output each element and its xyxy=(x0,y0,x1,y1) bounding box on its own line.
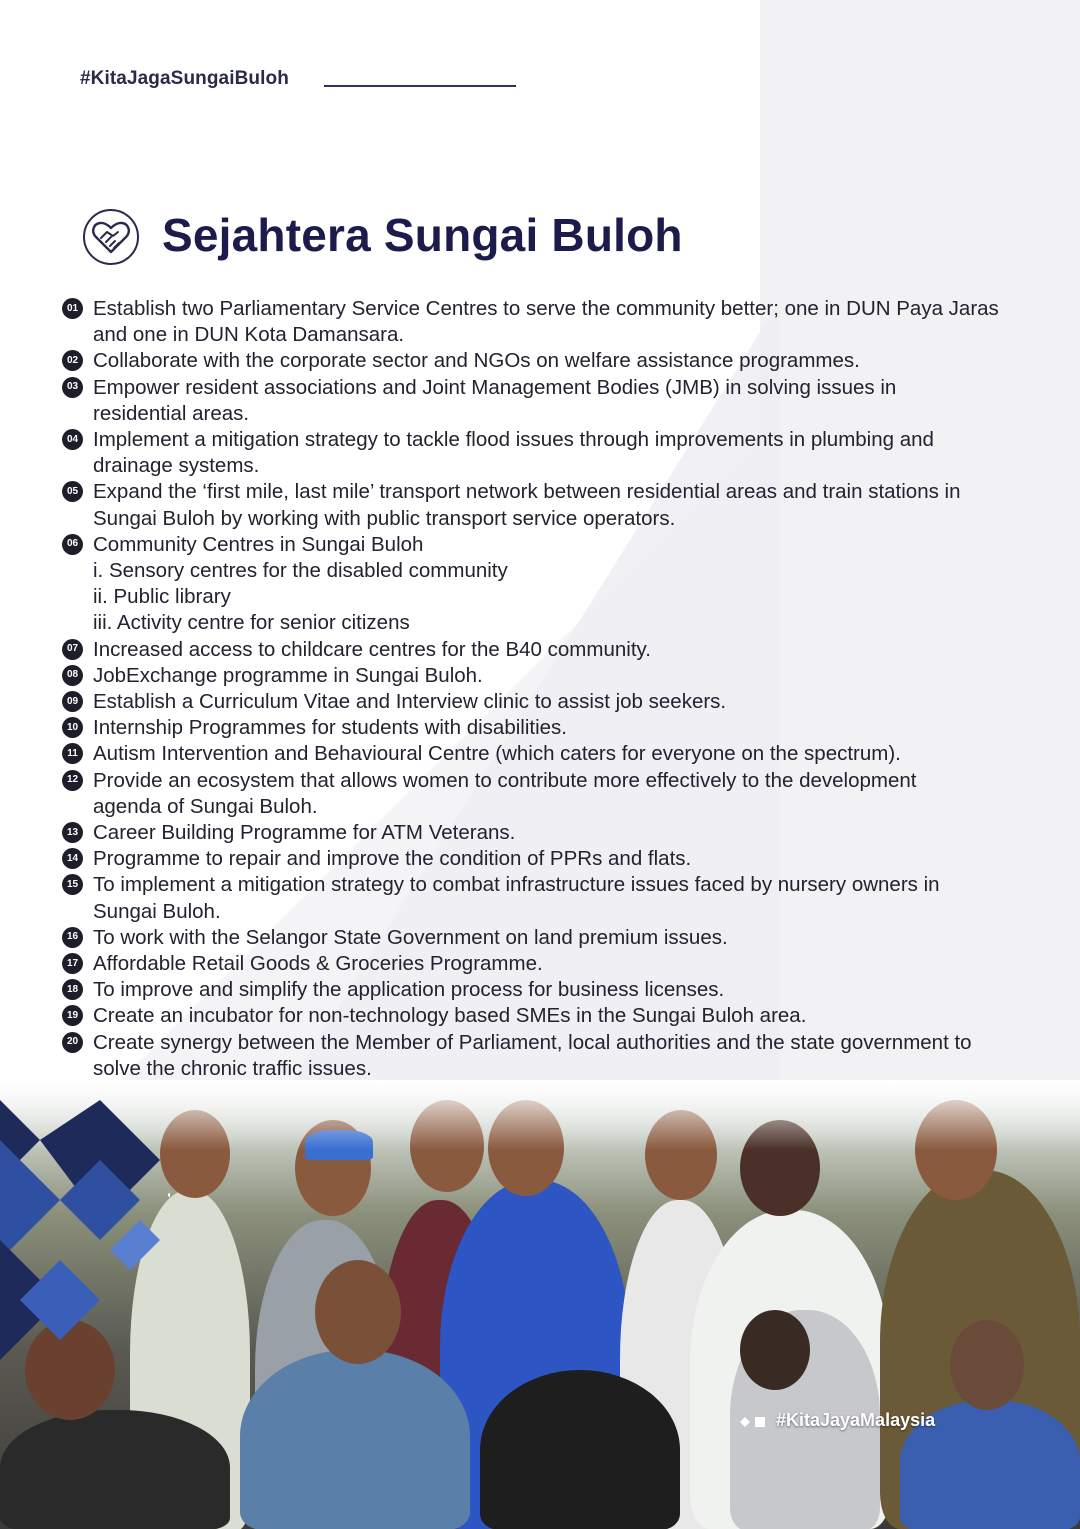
list-item xyxy=(62,479,1042,531)
item-text-line: Collaborate with the corporate sector and NGOs on welfare assistance programmes. xyxy=(93,349,860,373)
item-number-badge: 06 xyxy=(62,534,83,555)
list-item xyxy=(62,637,1042,663)
item-number-badge: 07 xyxy=(62,639,83,660)
item-number-badge: 11 xyxy=(62,743,83,764)
person-seated xyxy=(240,1350,470,1529)
item-number-badge: 18 xyxy=(62,979,83,1000)
item-text-line: Create synergy between the Member of Parliament, local authorities and the state government to xyxy=(93,1030,972,1054)
person-back xyxy=(480,1370,680,1529)
list-item xyxy=(62,296,1042,348)
item-number-badge: 05 xyxy=(62,481,83,502)
item-text-line: Sungai Buloh. xyxy=(93,899,221,923)
item-number-badge: 12 xyxy=(62,770,83,791)
item-text-line: Sungai Buloh by working with public transport service operators. xyxy=(93,506,676,530)
item-text-line: iii. Activity centre for senior citizens xyxy=(93,611,410,635)
item-text-line: Internship Programmes for students with disabilities. xyxy=(93,716,567,740)
item-text-line: i. Sensory centres for the disabled community xyxy=(93,559,508,583)
person-head xyxy=(950,1320,1024,1410)
item-number-badge: 09 xyxy=(62,691,83,712)
item-number-badge: 03 xyxy=(62,377,83,398)
item-text-line: To work with the Selangor State Government on land premium issues. xyxy=(93,925,728,949)
item-text-line: To implement a mitigation strategy to combat infrastructure issues faced by nursery owners in xyxy=(93,873,940,897)
item-text-line: ii. Public library xyxy=(93,585,231,609)
list-item xyxy=(62,689,1042,715)
item-text-line: Create an incubator for non-technology based SMEs in the Sungai Buloh area. xyxy=(93,1004,807,1028)
item-number-badge: 01 xyxy=(62,298,83,319)
list-item xyxy=(62,820,1042,846)
item-text-line: drainage systems. xyxy=(93,454,260,478)
item-text-line: solve the chronic traffic issues. xyxy=(93,1056,372,1080)
item-text-line: Autism Intervention and Behavioural Centre (which caters for everyone on the spectrum). xyxy=(93,742,901,766)
list-item xyxy=(62,951,1042,977)
list-item xyxy=(62,1003,1042,1029)
person-seated xyxy=(0,1410,230,1529)
list-item xyxy=(62,1030,1042,1082)
item-text-line: JobExchange programme in Sungai Buloh. xyxy=(93,663,483,687)
item-text-line: To improve and simplify the application process for business licenses. xyxy=(93,978,725,1002)
footer-hashtag: #KitaJayaMalaysia xyxy=(776,1410,936,1430)
item-text-line: Affordable Retail Goods & Groceries Programme. xyxy=(93,952,543,976)
person-head xyxy=(315,1260,401,1364)
list-item xyxy=(62,977,1042,1003)
list-item xyxy=(62,925,1042,951)
item-number-badge: 08 xyxy=(62,665,83,686)
list-item xyxy=(62,846,1042,872)
item-text-line: Establish two Parliamentary Service Centres to serve the community better; one in DUN Paya Jaras xyxy=(93,297,999,320)
item-number-badge: 19 xyxy=(62,1005,83,1026)
item-number-badge: 17 xyxy=(62,953,83,974)
item-number-badge: 15 xyxy=(62,874,83,895)
item-number-badge: 20 xyxy=(62,1032,83,1053)
item-text-line: Establish a Curriculum Vitae and Interview clinic to assist job seekers. xyxy=(93,690,727,714)
header-rule xyxy=(324,85,516,87)
item-number-badge: 14 xyxy=(62,848,83,869)
item-text-line: Career Building Programme for ATM Veterans. xyxy=(93,821,516,845)
item-number-badge: 13 xyxy=(62,822,83,843)
list-item xyxy=(62,715,1042,741)
header-hashtag: #KitaJagaSungaiBuloh xyxy=(80,68,289,89)
item-text-line: Provide an ecosystem that allows women to contribute more effectively to the development xyxy=(93,768,917,792)
section-title: Sejahtera Sungai Buloh xyxy=(162,209,683,261)
list-item xyxy=(62,741,1042,767)
initiatives-list xyxy=(62,296,1042,1082)
item-text-line: Programme to repair and improve the condition of PPRs and flats. xyxy=(93,847,692,871)
item-text-line: agenda of Sungai Buloh. xyxy=(93,794,318,818)
item-text-line: residential areas. xyxy=(93,401,250,425)
list-item xyxy=(62,375,1042,427)
item-text-line: Implement a mitigation strategy to tackle flood issues through improvements in plumbing and xyxy=(93,428,934,452)
list-item xyxy=(62,532,1042,637)
list-item xyxy=(62,872,1042,924)
item-text-line: and one in DUN Kota Damansara. xyxy=(93,323,405,347)
item-text-line: Empower resident associations and Joint Management Bodies (JMB) in solving issues in xyxy=(93,375,897,399)
list-item xyxy=(62,427,1042,479)
item-text-line: Increased access to childcare centres for the B40 community. xyxy=(93,637,651,661)
item-number-badge: 16 xyxy=(62,927,83,948)
list-item xyxy=(62,663,1042,689)
heart-handshake-icon xyxy=(82,208,140,266)
person-head xyxy=(740,1310,810,1390)
item-text-line: Community Centres in Sungai Buloh xyxy=(93,532,424,556)
geometric-decoration xyxy=(0,1100,170,1360)
item-text-line: Expand the ‘first mile, last mile’ transport network between residential areas and train stations in xyxy=(93,480,961,504)
item-number-badge: 10 xyxy=(62,717,83,738)
item-number-badge: 04 xyxy=(62,429,83,450)
item-number-badge: 02 xyxy=(62,350,83,371)
diamond-square-marks xyxy=(740,1416,770,1428)
list-item xyxy=(62,348,1042,374)
list-item xyxy=(62,768,1042,820)
